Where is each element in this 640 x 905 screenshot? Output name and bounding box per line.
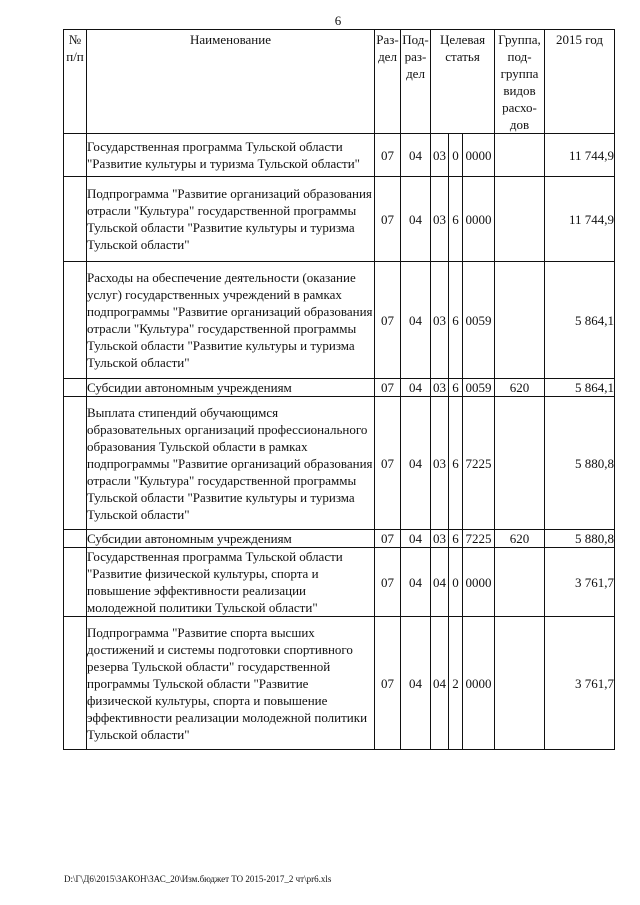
row-podrazdel: 04 <box>401 548 431 617</box>
row-num <box>64 397 87 530</box>
row-target-program: 04 <box>431 617 449 750</box>
row-name: Государственная программа Тульской области "Развитие физической культуры, спорта и повышение эффективности реализации молодежной политики Тульской области" <box>87 548 375 617</box>
row-target-program: 03 <box>431 530 449 548</box>
file-path-footer: D:\Г\Д6\2015\ЗАКОН\ЗАС_20\Изм.бюджет ТО 2015-2017_2 чт\pr6.xls <box>64 874 332 884</box>
row-group <box>495 397 545 530</box>
header-target: Целевая статья <box>431 30 495 134</box>
row-group <box>495 262 545 379</box>
row-name: Государственная программа Тульской области "Развитие культуры и туризма Тульской области" <box>87 134 375 177</box>
row-group: 620 <box>495 530 545 548</box>
table-row <box>64 548 615 617</box>
row-num <box>64 548 87 617</box>
row-podrazdel: 04 <box>401 397 431 530</box>
row-target-subprogram: 6 <box>449 379 463 397</box>
row-razdel: 07 <box>375 177 401 262</box>
row-amount: 5 880,8 <box>545 530 615 548</box>
header-razdel: Раз-дел <box>375 30 401 134</box>
row-amount: 11 744,9 <box>545 134 615 177</box>
row-razdel: 07 <box>375 530 401 548</box>
row-razdel: 07 <box>375 397 401 530</box>
header-name: Наименование <box>87 30 375 134</box>
row-target-code: 7225 <box>463 397 495 530</box>
header-year: 2015 год <box>545 30 615 134</box>
row-name: Выплата стипендий обучающимся образовательных организаций профессионального образования Тульской области в рамках подпрограммы "Развитие организаций образования отрасли "Культура" государственной программы Тульской области "Развитие культуры и туризма Тульской области" <box>87 397 375 530</box>
row-razdel: 07 <box>375 262 401 379</box>
row-target-code: 0000 <box>463 548 495 617</box>
row-target-code: 0059 <box>463 379 495 397</box>
row-podrazdel: 04 <box>401 530 431 548</box>
row-podrazdel: 04 <box>401 134 431 177</box>
row-target-code: 0000 <box>463 134 495 177</box>
row-target-subprogram: 6 <box>449 530 463 548</box>
row-name: Подпрограмма "Развитие спорта высших достижений и системы подготовки спортивного резерва Тульской области" государственной программы Тульской области "Развитие физической культуры, спорта и повышение эффективности реализации молодежной политики Тульской области" <box>87 617 375 750</box>
row-target-subprogram: 0 <box>449 548 463 617</box>
row-razdel: 07 <box>375 134 401 177</box>
row-amount: 11 744,9 <box>545 177 615 262</box>
table-row <box>64 262 615 379</box>
row-target-code: 0000 <box>463 177 495 262</box>
header-num: № п/п <box>64 30 87 134</box>
table-row <box>64 379 615 397</box>
row-podrazdel: 04 <box>401 379 431 397</box>
row-group: 620 <box>495 379 545 397</box>
row-target-subprogram: 2 <box>449 617 463 750</box>
row-num <box>64 617 87 750</box>
row-num <box>64 530 87 548</box>
page-number: 6 <box>334 13 342 28</box>
row-target-code: 7225 <box>463 530 495 548</box>
row-podrazdel: 04 <box>401 617 431 750</box>
row-razdel: 07 <box>375 379 401 397</box>
table-row <box>64 177 615 262</box>
table-row <box>64 397 615 530</box>
row-razdel: 07 <box>375 617 401 750</box>
row-group <box>495 177 545 262</box>
table-header-row <box>64 30 615 134</box>
row-amount: 5 864,1 <box>545 379 615 397</box>
row-name: Субсидии автономным учреждениям <box>87 379 375 397</box>
row-target-code: 0000 <box>463 617 495 750</box>
row-target-subprogram: 0 <box>449 134 463 177</box>
row-target-code: 0059 <box>463 262 495 379</box>
row-amount: 3 761,7 <box>545 548 615 617</box>
row-group <box>495 617 545 750</box>
row-target-program: 03 <box>431 262 449 379</box>
row-razdel: 07 <box>375 548 401 617</box>
row-target-program: 03 <box>431 397 449 530</box>
header-group: Группа, под-группа видов расхо-дов <box>495 30 545 134</box>
row-target-program: 03 <box>431 134 449 177</box>
row-target-subprogram: 6 <box>449 262 463 379</box>
row-target-program: 04 <box>431 548 449 617</box>
table-row <box>64 617 615 750</box>
row-group <box>495 134 545 177</box>
row-name: Расходы на обеспечение деятельности (оказание услуг) государственных учреждений в рамках подпрограммы "Развитие организаций образования отрасли "Культура" государственной программы Тульской области "Развитие культуры и туризма Тульской области" <box>87 262 375 379</box>
row-podrazdel: 04 <box>401 262 431 379</box>
table-row <box>64 530 615 548</box>
row-num <box>64 262 87 379</box>
row-amount: 5 864,1 <box>545 262 615 379</box>
header-podrazdel: Под-раз-дел <box>401 30 431 134</box>
row-target-subprogram: 6 <box>449 177 463 262</box>
row-podrazdel: 04 <box>401 177 431 262</box>
budget-table <box>63 29 615 750</box>
table-body <box>64 134 615 750</box>
row-amount: 3 761,7 <box>545 617 615 750</box>
row-target-program: 03 <box>431 379 449 397</box>
row-num <box>64 379 87 397</box>
row-num <box>64 177 87 262</box>
row-name: Подпрограмма "Развитие организаций образования отрасли "Культура" государственной программы Тульской области "Развитие культуры и туризма Тульской области" <box>87 177 375 262</box>
row-group <box>495 548 545 617</box>
row-target-subprogram: 6 <box>449 397 463 530</box>
row-num <box>64 134 87 177</box>
row-target-program: 03 <box>431 177 449 262</box>
table-row <box>64 134 615 177</box>
row-name: Субсидии автономным учреждениям <box>87 530 375 548</box>
row-amount: 5 880,8 <box>545 397 615 530</box>
